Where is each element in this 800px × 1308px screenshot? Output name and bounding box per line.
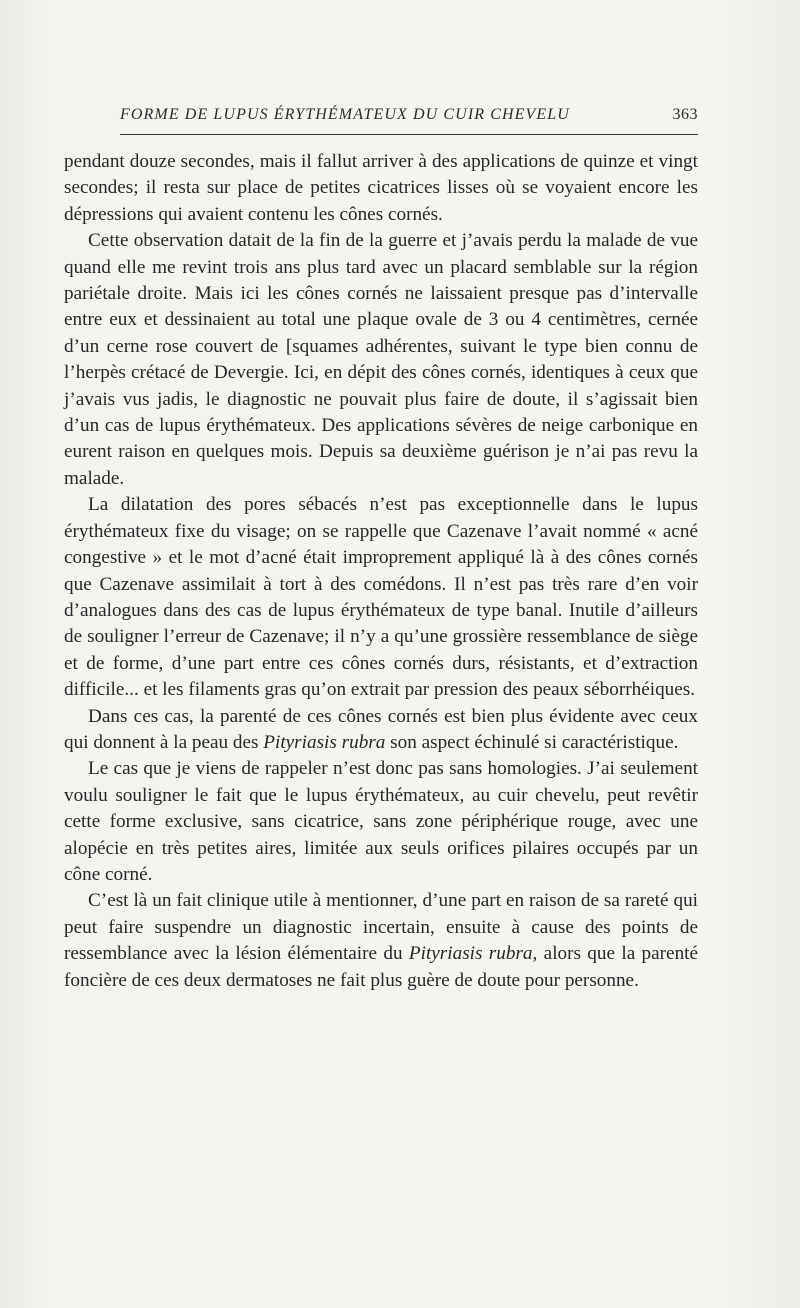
running-header [120, 106, 698, 130]
paragraph-2: Cette observation datait de la fin de la guerre et j’avais perdu la malade de vue quand elle me revint trois ans plus tard avec un placard semblable sur la région pariétale droite. Mais ici les cônes cornés ne laissaient presque pas d’intervalle entre eux et dessinaient au total une plaque ovale de 3 ou 4 centimètres, cernée d’un cerne rose couvert de [squames adhérentes, suivant le type bien connu de l’herpès crétacé de Devergie. Ici, en dépit des cônes cornés, identiques à ceux que j’avais vus jadis, le diagnostic ne pouvait plus faire de doute, il s’agissait bien d’un cas de lupus érythémateux. Des applications sévères de neige carbonique en eurent raison en quelques mois. Depuis sa deuxième guérison je n’ai pas revu la malade. [64, 230, 698, 489]
paragraph-4-text-a: Dans ces cas, la parenté de ces cônes cornés est bien plus évidente avec ceux qui donnent à la peau des [64, 705, 698, 753]
paragraph-4-italic-term: Pityriasis rubra [263, 731, 386, 753]
page-number: 363 [672, 106, 698, 123]
paragraph-6-italic-term: Pityriasis rubra, [408, 943, 538, 965]
paragraph-1: pendant douze secondes, mais il fallut arriver à des applications de quinze et vingt secondes; il resta sur place de petites cicatrices lisses où se voyaient encore les dépressions qui avaient contenu les cônes cornés. [64, 151, 698, 225]
header-rule [120, 134, 698, 135]
paragraph-6 [64, 888, 698, 994]
paragraph-6-text-b: alors que la parenté foncière de ces deux dermatoses ne fait plus guère de doute pour personne. [64, 943, 699, 991]
paragraph-4 [64, 704, 698, 757]
paragraph-4-text-b: son aspect échinulé si caractéristique. [390, 731, 679, 753]
body-text [64, 149, 698, 994]
paragraph-5: Le cas que je viens de rappeler n’est donc pas sans homologies. J’ai seulement voulu souligner le fait que le lupus érythémateux, au cuir chevelu, peut revêtir cette forme exclusive, sans cicatrice, sans zone périphérique rouge, avec une alopécie en très petites aires, limitée aux seuls orifices pilaires occupés par un cône corné. [64, 758, 698, 885]
running-title: FORME DE LUPUS ÉRYTHÉMATEUX DU CUIR CHEVELU [120, 106, 570, 123]
paragraph-6-text-a: C’est là un fait clinique utile à mentionner, d’une part en raison de sa rareté qui peut faire suspendre un diagnostic incertain, ensuite à cause des points de ressemblance avec la lésion élémentaire du [64, 890, 698, 965]
paragraph-3: La dilatation des pores sébacés n’est pas exceptionnelle dans le lupus érythémateux fixe du visage; on se rappelle que Cazenave l’avait nommé « acné congestive » et le mot d’acné était improprement appliqué là à des cônes cornés que Cazenave assimilait à tort à des comédons. Il n’est pas très rare d’en voir d’analogues dans des cas de lupus érythémateux de type banal. Inutile d’ailleurs de souligner l’erreur de Cazenave; il n’y a qu’une grossière ressemblance de siège et de forme, d’une part entre ces cônes cornés durs, résistants, et d’extraction difficile... et les filaments gras qu’on extrait par pression des peaux séborrhéiques. [64, 494, 698, 701]
